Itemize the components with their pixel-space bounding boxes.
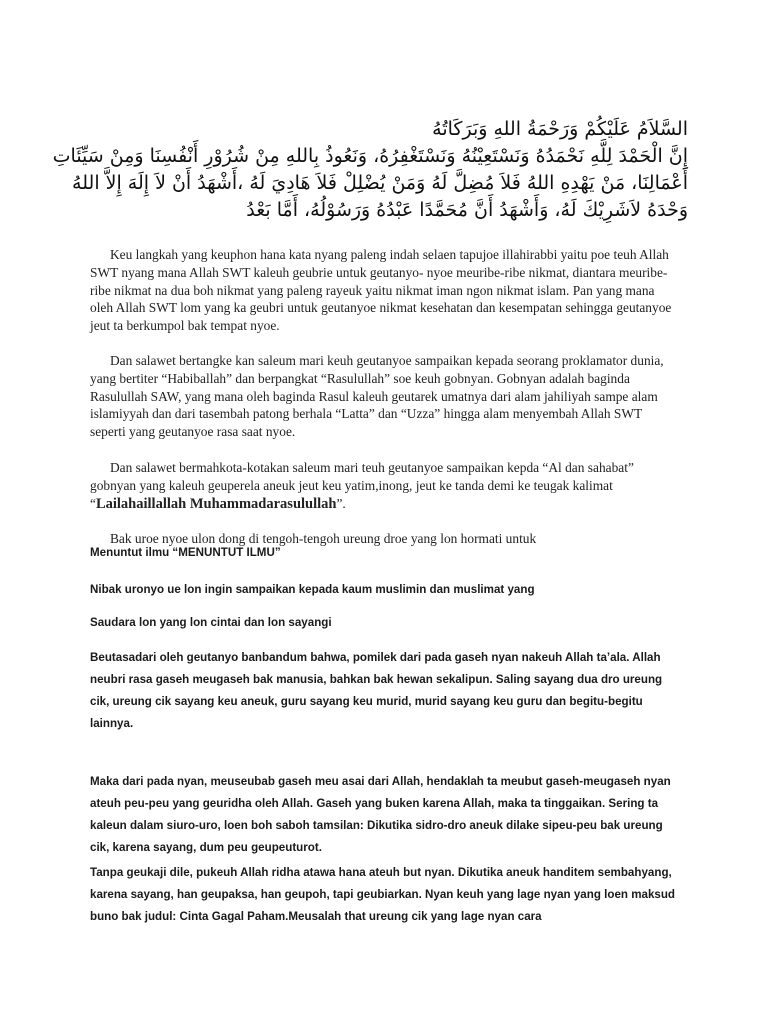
paragraph-1 [90, 246, 680, 335]
section-subtitle: Menuntut ilmu “MENUNTUT ILMU” [90, 546, 281, 559]
line-6: Saudara lon yang lon cintai dan lon sayangi [90, 616, 332, 629]
arabic-line-1: السَّلاَمُ عَلَيْكُمْ وَرَحْمَةُ اللهِ وَبَرَكَاتُهُ [432, 118, 688, 140]
arabic-line-3: أَعْمَالِنَا، مَنْ يَهْدِهِ اللهُ فَلاَ مُضِلَّ لَهُ وَمَنْ يُضْلِلْ فَلاَ هَادِيَ لَهُ ،أَشْهَدُ أَنْ لاَ إِلَهَ إِلاَّ اللهُ [72, 172, 688, 194]
arabic-opening [52, 116, 688, 224]
paragraph-2-text: Dan salawet bertangke kan saleum mari keuh geutanyoe sampaikan kepada seorang proklamator dunia, yang bertiter “Habiballah” dan berpangkat “Rasulullah” soe keuh gobnyan. Gobnyan adalah baginda Rasulullah SAW, yang mana oleh baginda Rasul kaleuh geutarek umatnya dari alam jahiliyah sampe alam islamiyyah dan dari tasembah patong berhala “Latta” dan “Uzza” hingga alam menyembah Allah SWT seperti yang geutanyoe rasa saat nyoe. [90, 353, 664, 440]
arabic-line-4: وَحْدَهُ لاَشَرِيْكَ لَهُ، وَأَشْهَدُ أَنَّ مُحَمَّدًا عَبْدُهُ وَرَسُوْلُهُ، أَمَّا بَعْدُ [246, 199, 688, 221]
paragraph-8: Maka dari pada nyan, meuseubab gaseh meu asai dari Allah, hendaklah ta meubut gaseh-meugaseh nyan ateuh peu-peu yang geuridha oleh Allah. Gaseh yang buken karena Allah, maka ta tinggaikan. Sering ta kaleun dalam siuro-uro, loen boh saboh tamsilan: Dikutika sidro-dro aneuk dilake sipeu-peu bak ureung cik, karena sayang, dum peu geupeuturot. [90, 775, 671, 854]
paragraph-1-text: Keu langkah yang keuphon hana kata nyang paleng indah selaen tapujoe illahirabbi yaitu poe teuh Allah SWT nyang mana Allah SWT kaleuh geubrie untuk geutanyo- nyoe meuribe-ribe nikmat, diantara meuribe-ribe nikmat na dua boh nikmat yang paleng rayeuk yaitu nikmat iman ngon nikmat islam. Pan yang mana oleh Allah SWT lom yang ka geubri untuk geutanyoe nikmat kesehatan dan kesempatan sehingga geutanyoe jeut ta berkumpol bak tempat nyoe. [90, 247, 672, 334]
arabic-line-2: إِنَّ الْحَمْدَ لِلَّهِ نَحْمَدُهُ وَنَسْتَعِيْنُهُ وَنَسْتَغْفِرُهُ، وَنَعُوذُ بِاللهِ مِنْ شُرُوْرِ أَنْفُسِنَا وَمِنْ سَيِّئَاتِ [52, 145, 688, 167]
paragraph-7: Beutasadari oleh geutanyo banbandum bahwa, pomilek dari pada gaseh nyan nakeuh Allah ta’ala. Allah neubri rasa gaseh meugaseh bak manusia, bahkan bak hewan sekalipun. Saling sayang dua dro ureung cik, ureung cik sayang keu aneuk, guru sayang keu murid, murid sayang keu guru dan begitu-begitu lainnya. [90, 651, 663, 730]
line-5: Nibak uronyo ue lon ingin sampaikan kepada kaum muslimin dan muslimat yang [90, 583, 535, 596]
paragraph-2 [90, 352, 680, 441]
paragraph-3-text: Dan salawet bermahkota-kotakan saleum mari teuh geutanyoe sampaikan kepda “Al dan sahabat” gobnyan yang kaleuh geuperela aneuk jeut keu yatim,inong, jeut ke tanda demi ke teugak kalimat “ [90, 460, 634, 511]
paragraph-3-bold: Lailahaillallah Muhammadarasulullah [95, 495, 337, 512]
paragraph-3 [90, 459, 680, 513]
paragraph-3-end: ”. [336, 495, 346, 511]
paragraph-4-text: Bak uroe nyoe ulon dong di tengoh-tengoh ureung droe yang lon hormati untuk [110, 531, 537, 546]
paragraph-9: Tanpa geukaji dile, pukeuh Allah ridha atawa hana ateuh but nyan. Dikutika aneuk handitem sembahyang, karena sayang, han geupaksa, han geupoh, tapi geubiarkan. Nyan keuh yang lage nyan yang loen maksud buno bak judul: Cinta Gagal Paham.Meusalah that ureung cik yang lage nyan cara [90, 866, 676, 923]
